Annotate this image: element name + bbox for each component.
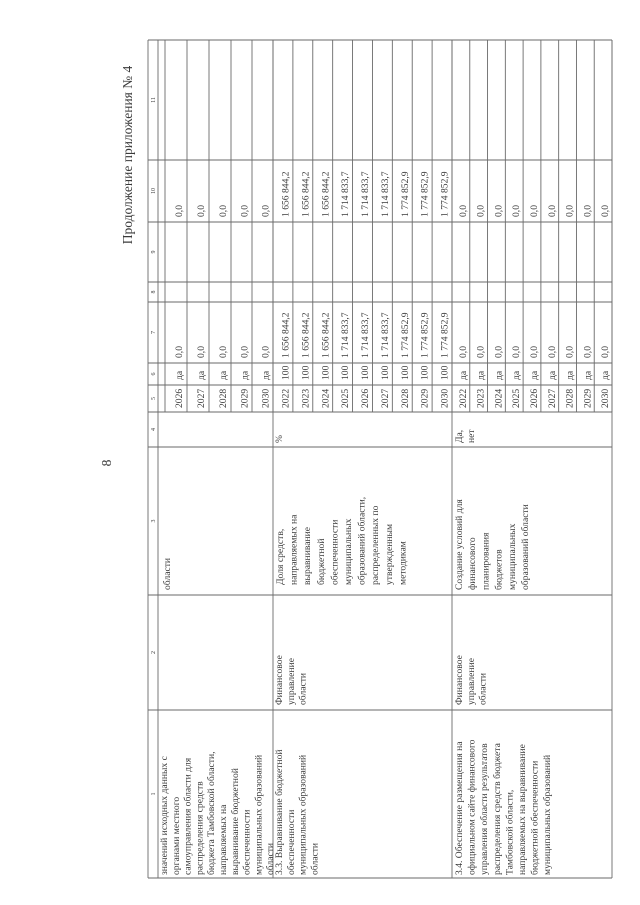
amount-cell: 0,0 <box>196 346 208 358</box>
year-cell: 2022 <box>457 388 469 408</box>
year-cell: 2029 <box>582 388 594 408</box>
amount-cell: 0,0 <box>196 205 208 217</box>
cell-text: бюджетной <box>315 538 327 585</box>
cell-text: методикам <box>397 541 409 585</box>
year-cell: 2023 <box>475 388 487 408</box>
amount-cell: 0,0 <box>475 205 487 217</box>
value-cell: 100 <box>300 365 312 380</box>
page-number: 8 <box>99 459 114 467</box>
value-cell: да <box>528 370 540 380</box>
value-cell: да <box>239 370 251 380</box>
year-cell: 2026 <box>528 388 540 408</box>
amount-cell: 1 774 852,9 <box>419 312 431 358</box>
cell-text: распределения средств бюджета <box>491 743 503 875</box>
amount-cell: 0,0 <box>475 346 487 358</box>
year-cell: 2029 <box>239 388 251 408</box>
cell-text: финансового <box>467 537 479 590</box>
value-cell: 100 <box>399 365 411 380</box>
cell-text: органами местного <box>170 796 182 875</box>
amount-cell: 1 774 852,9 <box>439 312 451 358</box>
cell-text: Финансовое <box>454 655 465 705</box>
value-cell: 100 <box>419 365 431 380</box>
amount-cell: 0,0 <box>218 346 230 358</box>
year-cell: 2024 <box>320 388 332 408</box>
amount-cell: 0,0 <box>564 205 576 217</box>
unit-cell: Да, <box>454 429 465 443</box>
column-header: 7 <box>151 331 157 334</box>
cell-text: 3.4. Обеспечение размещения на <box>454 741 465 875</box>
amount-cell: 0,0 <box>600 205 612 217</box>
cell-text: Тамбовской области, <box>504 789 516 875</box>
cell-text: распределенных по <box>370 505 382 585</box>
amount-cell: 0,0 <box>174 346 186 358</box>
amount-cell: 0,0 <box>260 205 272 217</box>
cell-text: выравнивание <box>302 526 314 585</box>
cell-text: муниципальных <box>343 518 354 585</box>
year-cell: 2027 <box>379 388 391 408</box>
amount-cell: 1 714 833,7 <box>360 312 372 358</box>
year-cell: 2030 <box>260 388 272 408</box>
value-cell: да <box>174 370 186 380</box>
year-cell: 2026 <box>174 388 186 408</box>
year-cell: 2028 <box>399 388 411 408</box>
amount-cell: 1 714 833,7 <box>340 312 352 358</box>
cell-text: значений исходных данных с <box>159 756 170 875</box>
column-header: 6 <box>151 372 157 376</box>
value-cell: 100 <box>280 365 292 380</box>
amount-cell: 1 714 833,7 <box>379 312 391 358</box>
cell-text: обеспеченности <box>285 809 297 875</box>
value-cell: да <box>582 370 594 380</box>
amount-cell: 1 714 833,7 <box>340 171 352 217</box>
amount-cell: 0,0 <box>582 205 594 217</box>
cell-text: управления области результатов <box>479 743 491 875</box>
amount-cell: 1 714 833,7 <box>360 171 372 217</box>
amount-cell: 0,0 <box>239 346 251 358</box>
amount-cell: 0,0 <box>174 205 186 217</box>
amount-cell: 1 714 833,7 <box>379 171 391 217</box>
value-cell: да <box>511 370 523 380</box>
amount-cell: 0,0 <box>457 205 469 217</box>
cell-text: официальном сайте финансового <box>466 739 478 875</box>
continuation-title: Продолжение приложения № 4 <box>120 65 135 245</box>
cell-text: утвержденным <box>383 523 395 585</box>
value-cell: да <box>457 370 469 380</box>
cell-text: муниципальных <box>506 523 518 590</box>
value-cell: 100 <box>360 365 372 380</box>
cell-text: обеспеченности <box>241 809 253 875</box>
value-cell: да <box>475 370 487 380</box>
value-cell: 100 <box>320 365 332 380</box>
cell-text: муниципальных образований <box>542 754 554 875</box>
cell-text: управление <box>465 658 477 705</box>
amount-cell: 1 774 852,9 <box>399 171 411 217</box>
value-cell: да <box>564 370 576 380</box>
amount-cell: 0,0 <box>260 346 272 358</box>
cell-text: планирования <box>480 532 492 590</box>
amount-cell: 0,0 <box>600 346 612 358</box>
value-cell: да <box>600 370 612 380</box>
year-cell: 2022 <box>280 388 292 408</box>
column-header: 2 <box>151 651 157 654</box>
amount-cell: 0,0 <box>493 205 505 217</box>
cell-text: бюджетной обеспеченности <box>529 760 541 875</box>
amount-cell: 0,0 <box>511 346 523 358</box>
amount-cell: 0,0 <box>218 205 230 217</box>
value-cell: 100 <box>379 365 391 380</box>
cell-text: направляемых на <box>218 804 229 875</box>
unit-cell: нет <box>465 429 477 443</box>
cell-text: управление <box>285 658 297 705</box>
amount-cell: 0,0 <box>546 205 558 217</box>
amount-cell: 1 656 844,2 <box>320 171 332 217</box>
amount-cell: 0,0 <box>457 346 469 358</box>
year-cell: 2030 <box>439 388 451 408</box>
cell-text: области <box>477 672 489 705</box>
amount-cell: 1 656 844,2 <box>300 312 312 358</box>
unit-cell: % <box>274 435 285 443</box>
value-cell: да <box>260 370 272 380</box>
amount-cell: 0,0 <box>239 205 251 217</box>
year-cell: 2027 <box>546 388 558 408</box>
value-cell: да <box>546 370 558 380</box>
amount-cell: 1 774 852,9 <box>419 171 431 217</box>
cell-text: самоуправления области для <box>182 757 194 875</box>
cell-text: бюджетов <box>493 549 505 590</box>
cell-text: выравнивание бюджетной <box>229 768 241 875</box>
year-cell: 2029 <box>419 388 431 408</box>
amount-cell: 1 656 844,2 <box>280 312 292 358</box>
year-cell: 2025 <box>511 388 523 408</box>
cell-text: области <box>309 842 321 875</box>
column-header: 11 <box>151 97 157 103</box>
amount-cell: 0,0 <box>528 346 540 358</box>
amount-cell: 0,0 <box>511 205 523 217</box>
column-header: 5 <box>151 397 157 400</box>
amount-cell: 1 656 844,2 <box>320 312 332 358</box>
column-header: 1 <box>151 792 157 796</box>
column-header: 4 <box>151 428 157 431</box>
column-header: 9 <box>151 250 157 254</box>
amount-cell: 0,0 <box>546 346 558 358</box>
year-cell: 2028 <box>218 388 230 408</box>
cell-text: распределения средств <box>194 781 206 875</box>
amount-cell: 0,0 <box>582 346 594 358</box>
value-cell: 100 <box>340 365 352 380</box>
cell-text: муниципальных образований <box>297 754 309 875</box>
amount-cell: 0,0 <box>493 346 505 358</box>
cell-text: области <box>162 557 173 590</box>
cell-text: области <box>265 842 277 875</box>
amount-cell: 0,0 <box>564 346 576 358</box>
cell-text: направляемых на <box>288 514 300 585</box>
year-cell: 2028 <box>564 388 576 408</box>
amount-cell: 1 774 852,9 <box>439 171 451 217</box>
cell-text: образований области, <box>356 496 368 585</box>
year-cell: 2025 <box>340 388 352 408</box>
column-header: 3 <box>151 519 157 523</box>
cell-text: Финансовое <box>274 655 285 705</box>
column-header: 10 <box>151 188 157 194</box>
amount-cell: 1 656 844,2 <box>280 171 292 217</box>
amount-cell: 1 774 852,9 <box>399 312 411 358</box>
cell-text: образований области <box>520 504 531 590</box>
column-header: 8 <box>151 290 157 294</box>
year-cell: 2024 <box>493 388 505 408</box>
cell-text: обеспеченности <box>329 519 341 585</box>
cell-text: бюджета Тамбовской области, <box>206 751 218 875</box>
cell-text: муниципальных образований <box>253 754 265 875</box>
cell-text: направляемых на выравнивание <box>517 744 528 875</box>
value-cell: да <box>493 370 505 380</box>
cell-text: 3.3. Выравнивание бюджетной <box>274 749 285 875</box>
cell-text: Доля средств, <box>275 528 286 585</box>
year-cell: 2026 <box>360 388 372 408</box>
year-cell: 2030 <box>600 388 612 408</box>
value-cell: да <box>218 370 230 380</box>
amount-cell: 1 656 844,2 <box>300 171 312 217</box>
value-cell: 100 <box>439 365 451 380</box>
value-cell: да <box>196 370 208 380</box>
year-cell: 2027 <box>196 388 208 408</box>
amount-cell: 0,0 <box>528 205 540 217</box>
year-cell: 2023 <box>300 388 312 408</box>
cell-text: Создание условий для <box>454 499 465 590</box>
cell-text: области <box>297 672 309 705</box>
